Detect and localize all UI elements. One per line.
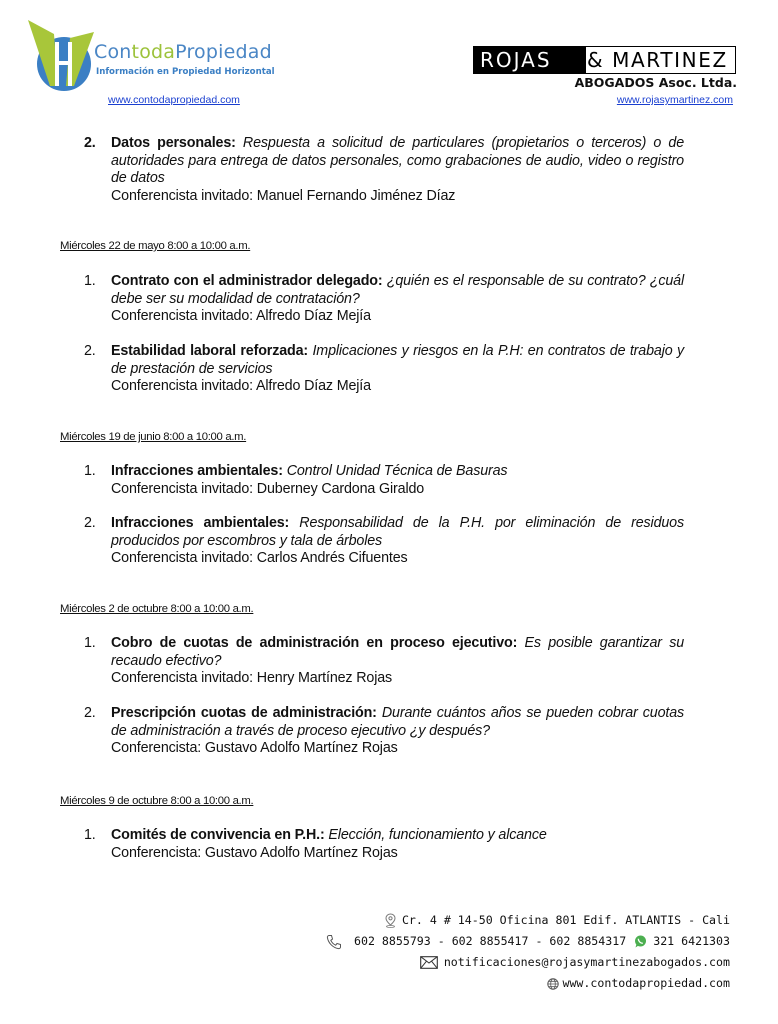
globe-icon (547, 978, 559, 990)
contodapropiedad-logo-mark-icon (24, 16, 96, 92)
rojasymartinez-link[interactable]: www.rojasymartinez.com (616, 94, 733, 106)
item-speaker: Conferencista: Gustavo Adolfo Martínez Rojas (111, 844, 398, 861)
item-speaker: Conferencista invitado: Manuel Fernando Jiménez Díaz (111, 188, 456, 205)
website-link[interactable]: www.contodapropiedad.com (562, 976, 730, 990)
item-title: Comités de convivencia en P.H.: (111, 827, 325, 843)
session-date: Miércoles 9 de octubre 8:00 a 10:00 a.m. (60, 795, 254, 807)
item-title: Estabilidad laboral reforzada: (111, 343, 308, 359)
contodapropiedad-logo (22, 14, 292, 104)
item-title: Infracciones ambientales: (111, 463, 283, 479)
phone-numbers[interactable]: 602 8855793 - 602 8855417 - 602 8854317 (353, 934, 627, 948)
whatsapp-icon (634, 935, 647, 948)
agenda-item (84, 135, 684, 206)
item-speaker: Conferencista invitado: Alfredo Díaz Mejía (111, 308, 371, 325)
brand-tagline: Información en Propiedad Horizontal (96, 67, 275, 77)
item-speaker: Conferencista invitado: Duberney Cardona Giraldo (111, 480, 425, 497)
item-title: Prescripción cuotas de administración: (111, 705, 377, 721)
session-date: Miércoles 2 de octubre 8:00 a 10:00 a.m. (60, 603, 254, 615)
logo-subtitle: ABOGADOS Asoc. Ltda. (574, 75, 737, 90)
contact-footer (326, 910, 730, 994)
logo-martinez: & MARTINEZ (586, 47, 735, 73)
email-row (326, 952, 730, 973)
envelope-icon (420, 956, 438, 969)
agenda-item (84, 515, 684, 568)
brand-name: ContodaPropiedad (94, 41, 272, 63)
address-text: Cr. 4 # 14-50 Oficina 801 Edif. ATLANTIS - Cali (401, 913, 730, 927)
item-number: 1. (84, 463, 96, 479)
contodapropiedad-link[interactable]: www.contodapropiedad.com (108, 94, 240, 106)
email-address[interactable]: notificaciones@rojasymartinezabogados.com (443, 955, 730, 969)
agenda-item (84, 705, 684, 758)
item-description: Control Unidad Técnica de Basuras (286, 463, 508, 479)
item-number: 1. (84, 273, 96, 289)
agenda-item (84, 273, 684, 326)
whatsapp-number[interactable]: 321 6421303 (653, 934, 730, 948)
website-row (326, 973, 730, 994)
item-number: 1. (84, 827, 96, 843)
item-speaker: Conferencista invitado: Henry Martínez Rojas (111, 670, 393, 687)
item-speaker: Conferencista invitado: Carlos Andrés Cifuentes (111, 550, 408, 567)
agenda-item (84, 635, 684, 688)
item-number: 2. (84, 135, 96, 151)
item-speaker: Conferencista invitado: Alfredo Díaz Mejía (111, 378, 371, 395)
item-description: Respuesta a solicitud de particulares (propietarios o terceros) o de autoridades para entrega de datos personales, como grabaciones de audio, video o registro de datos (111, 135, 684, 187)
phone-row (326, 931, 730, 952)
item-number: 2. (84, 515, 96, 531)
item-number: 2. (84, 343, 96, 359)
item-description: Es posible garantizar su recaudo efectivo? (111, 635, 684, 669)
item-description: ¿quién es el responsable de su contrato? ¿cuál debe ser su modalidad de contratación? (111, 273, 684, 307)
item-description: Durante cuántos años se pueden cobrar cuotas de administración a través de proceso ejecutivo ¿y después? (111, 705, 684, 739)
item-description: Responsabilidad de la P.H. por eliminación de residuos producidos por escombros y tala de árboles (111, 515, 684, 549)
address-row (326, 910, 730, 931)
logo-rojas: ROJAS (474, 47, 586, 73)
item-description: Elección, funcionamiento y alcance (328, 827, 547, 843)
item-title: Datos personales: (111, 135, 236, 151)
agenda-item (84, 463, 684, 498)
item-speaker: Conferencista: Gustavo Adolfo Martínez Rojas (111, 740, 398, 757)
location-pin-icon (385, 913, 396, 928)
item-number: 1. (84, 635, 96, 651)
session-date: Miércoles 22 de mayo 8:00 a 10:00 a.m. (60, 240, 251, 252)
rojas-martinez-logo (473, 46, 736, 74)
agenda-item (84, 343, 684, 396)
item-title: Cobro de cuotas de administración en proceso ejecutivo: (111, 635, 518, 651)
agenda-item (84, 827, 684, 862)
item-title: Contrato con el administrador delegado: (111, 273, 383, 289)
phone-icon (326, 934, 342, 950)
item-description: Implicaciones y riesgos en la P.H: en contratos de trabajo y de prestación de servicios (111, 343, 684, 377)
item-number: 2. (84, 705, 96, 721)
item-title: Infracciones ambientales: (111, 515, 290, 531)
session-date: Miércoles 19 de junio 8:00 a 10:00 a.m. (60, 431, 247, 443)
